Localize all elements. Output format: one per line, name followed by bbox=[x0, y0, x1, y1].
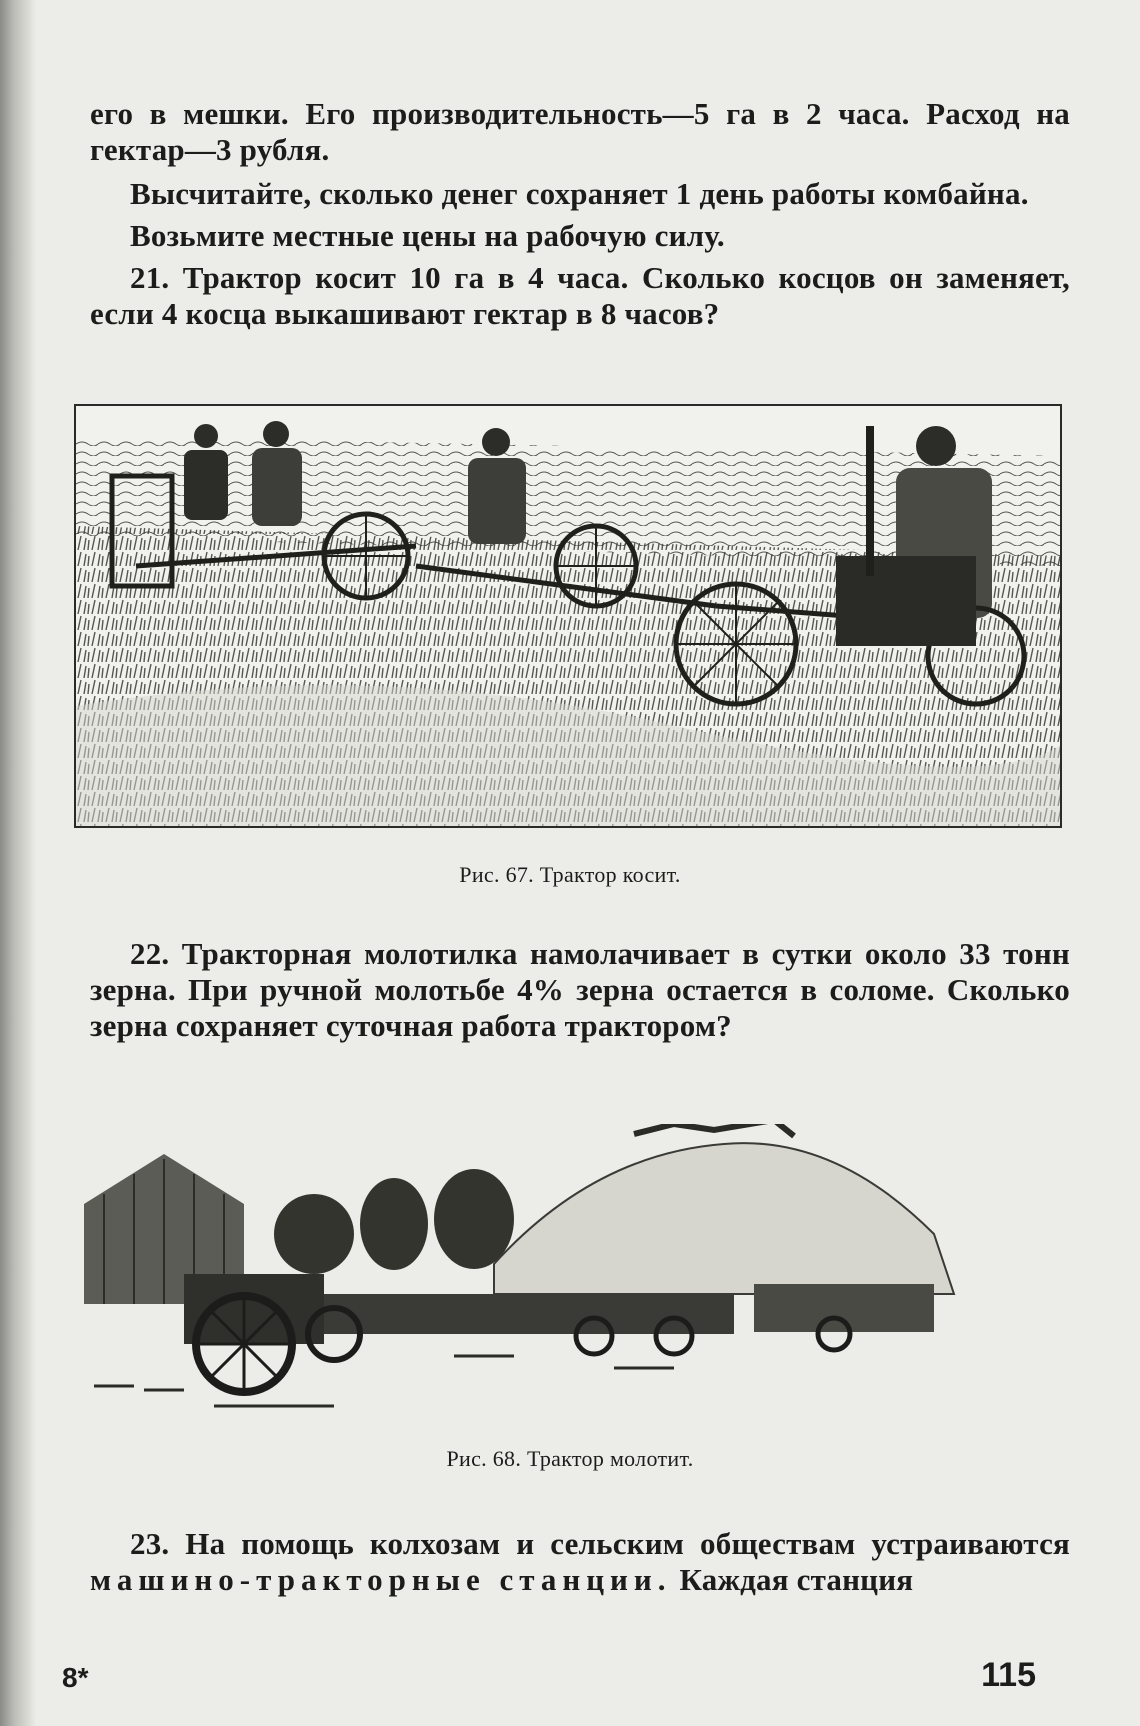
tractor-threshing-illustration bbox=[74, 1124, 1058, 1424]
paragraph-calculate: Высчитайте, сколько денег сохраняет 1 день работы комбайна. bbox=[130, 176, 1029, 211]
figure-68-caption: Рис. 68. Трактор молотит. bbox=[446, 1446, 694, 1471]
paragraph-local-prices: Возьмите местные цены на рабочую силу. bbox=[130, 218, 725, 253]
signature-mark: 8* bbox=[62, 1662, 89, 1693]
page-number: 115 bbox=[981, 1656, 1036, 1694]
top-text-block bbox=[90, 96, 1070, 332]
problem-23 bbox=[90, 1526, 1070, 1598]
figure-68-tractor-threshing bbox=[74, 1124, 1058, 1424]
figure-67-tractor-mowing bbox=[74, 404, 1062, 828]
problem-23-start: 23. На помощь колхозам и сельским обществам устраиваются bbox=[130, 1526, 1070, 1561]
problem-21: 21. Трактор косит 10 га в 4 часа. Сколько косцов он заменяет, если 4 косца выкашивают гектар в 8 часов? bbox=[90, 260, 1070, 331]
paragraph-continuation: его в мешки. Его производительность—5 га в 2 часа. Расход на гектар—3 рубля. bbox=[90, 96, 1070, 167]
problem-22: 22. Тракторная молотилка намолачивает в сутки около 33 тонн зерна. При ручной молотьбе 4% зерна остается в соломе. Сколько зерна сохраняет суточная работа трактором? bbox=[90, 936, 1070, 1043]
figure-67-caption: Рис. 67. Трактор косит. bbox=[459, 862, 681, 887]
problem-22-block bbox=[90, 936, 1070, 1044]
tractor-mowing-illustration bbox=[76, 406, 1060, 826]
problem-23-block bbox=[90, 1526, 1070, 1598]
problem-23-end: Каждая станция bbox=[679, 1562, 914, 1597]
problem-23-emphasis: машино-тракторные станции. bbox=[90, 1562, 672, 1597]
